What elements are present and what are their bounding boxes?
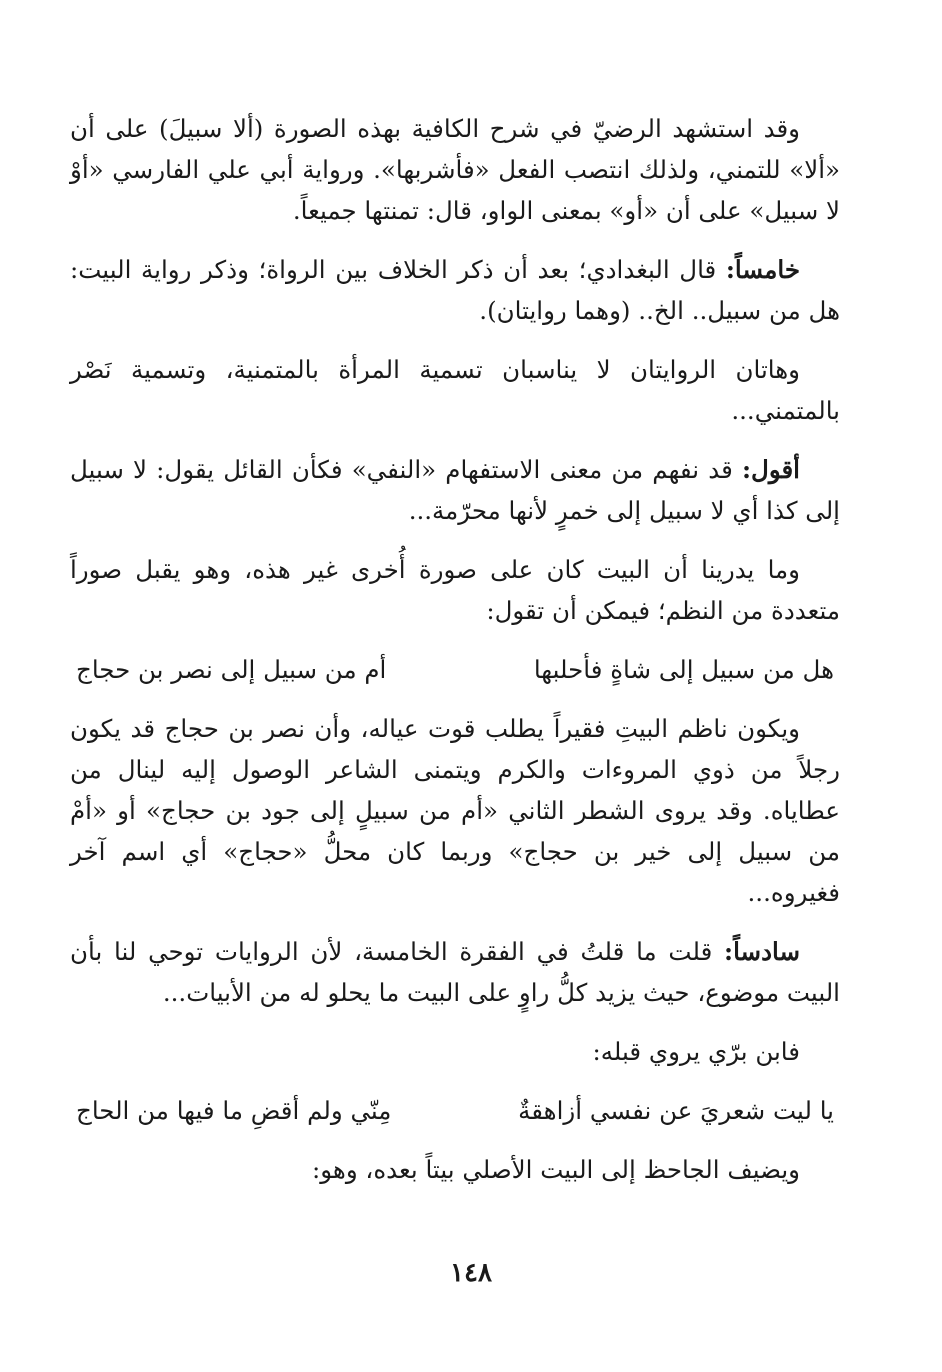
verse-second-hemistich: مِنّي ولم أقضِ ما فيها من الحاج [76,1096,392,1125]
paragraph-i-say [70,449,840,531]
paragraph-ibn-barri [70,1031,840,1072]
page-body [70,108,840,1208]
paragraph-text: وقد استشهد الرضيّ في شرح الكافية بهذه الصورة (ألا سبيلَ) على أن «ألا» للتمني، ولذلك انتصب الفعل «فأشربها». ورواية أبي علي الفارسي «أوْ لا سبيل» على أن «أو» بمعنى الواو، قال: تمنتها جميعاً. [70,114,840,225]
paragraph-two-narrations [70,349,840,431]
verse-line [70,649,840,690]
paragraph-radi [70,108,840,231]
paragraph-text: ويكون ناظم البيتِ فقيراً يطلب قوت عياله، وأن نصر بن حجاج قد يكون رجلاً من ذوي المروءات والكرم ويتمنى الشاعر الوصول إليه لينال من عطاياه. وقد يروى الشطر الثاني «أم من سبيلٍ إلى جود بن حجاج» أو «أمْ من سبيل إلى خير بن حجاج» وربما كان محلُّ «حجاج» أي اسم آخر فغيروه... [70,714,840,907]
verse-first-hemistich: هل من سبيل إلى شاةٍ فأحلبها [533,655,834,684]
paragraph-lead: أقول: [741,455,800,484]
paragraph-other-form [70,549,840,631]
paragraph-jahiz [70,1149,840,1190]
verse-line [70,1090,840,1131]
verse-second-hemistich: أم من سبيل إلى نصر بن حجاج [76,655,387,684]
paragraph-lead: خامساً: [725,255,800,284]
paragraph-text: قد نفهم من معنى الاستفهام «النفي» فكأن القائل يقول: لا سبيل إلى كذا أي لا سبيل إلى خمرٍ لأنها محرّمة... [70,455,840,525]
paragraph-sixth [70,931,840,1013]
paragraph-text: قال البغدادي؛ بعد أن ذكر الخلاف بين الرواة؛ وذكر رواية البيت: هل من سبيل.. الخ.. (وهما روايتان). [70,255,840,325]
paragraph-poor-poet [70,708,840,913]
paragraph-text: وهاتان الروايتان لا يناسبان تسمية المرأة بالمتمنية، وتسمية نَصْر بالمتمني... [70,355,840,425]
page-number: ١٤٨ [450,1258,492,1288]
paragraph-text: قلت ما قلتُ في الفقرة الخامسة، لأن الروايات توحي لنا بأن البيت موضوع، حيث يزيد كلُّ راوٍ على البيت ما يحلو له من الأبيات... [70,937,840,1007]
verse-first-hemistich: يا ليت شعريَ عن نفسي أزاهقةٌ [518,1096,834,1125]
paragraph-text: فابن برّي يروي قبله: [592,1037,800,1066]
paragraph-lead: سادساً: [724,937,800,966]
paragraph-text: وما يدرينا أن البيت كان على صورة أُخرى غير هذه، وهو يقبل صوراً متعددة من النظم؛ فيمكن أن تقول: [70,555,840,625]
paragraph-fifth [70,249,840,331]
paragraph-text: ويضيف الجاحظ إلى البيت الأصلي بيتاً بعده، وهو: [311,1155,800,1184]
